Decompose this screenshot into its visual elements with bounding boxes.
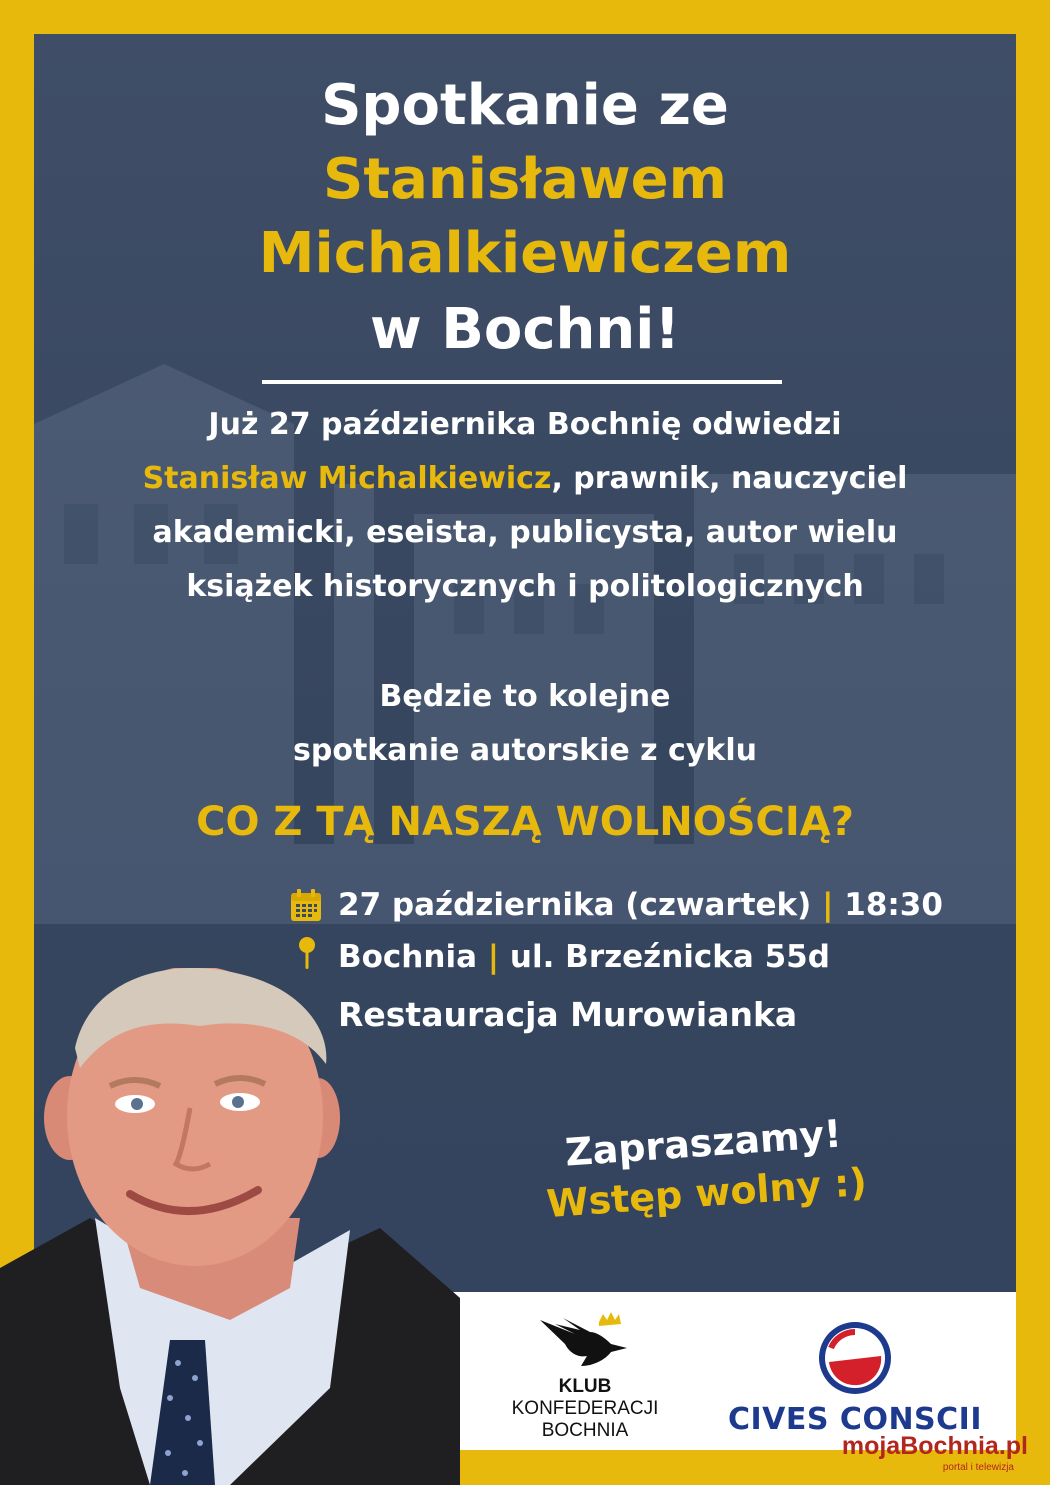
location-pin-icon — [296, 936, 318, 970]
cycle-name: CO Z TĄ NASZĄ WOLNOŚCIĄ? — [196, 799, 854, 845]
konf-line-2: KONFEDERACJI — [511, 1398, 659, 1419]
cives-emblem-icon — [815, 1318, 895, 1398]
watermark-brand: mojaBochnia.pl — [841, 1432, 1028, 1460]
event-date: 27 października (czwartek) — [338, 887, 812, 923]
series-line-1: Będzie to kolejne — [379, 679, 671, 714]
intro-line-1: Już 27 października Bochnię odwiedzi — [208, 407, 842, 442]
title-line-1: Spotkanie ze — [321, 73, 729, 138]
intro-line-3: akademicki, eseista, publicysta, autor wielu — [152, 515, 898, 550]
event-street: ul. Brzeźnicka 55d — [509, 939, 830, 975]
intro-line-2 — [0, 452, 1050, 506]
konf-line-3: BOCHNIA — [541, 1420, 629, 1441]
series-line-2: spotkanie autorskie z cyklu — [293, 733, 757, 768]
invite-line-1: Zapraszamy! — [563, 1111, 843, 1175]
title-divider — [262, 380, 782, 384]
eagle-icon — [535, 1310, 635, 1372]
intro-line-2-rest: , prawnik, nauczyciel — [551, 461, 908, 496]
klub-konfederacji-text — [500, 1376, 670, 1442]
title-line-2: Stanisławem — [323, 147, 727, 212]
event-time: 18:30 — [844, 887, 943, 923]
event-date-time — [338, 880, 943, 930]
calendar-icon — [290, 888, 322, 922]
separator: | — [487, 939, 500, 975]
konf-klub: KLUB — [558, 1376, 612, 1397]
event-city: Bochnia — [338, 939, 477, 975]
title-line-4: w Bochni! — [369, 297, 681, 362]
klub-konfederacji-logo — [500, 1310, 670, 1450]
intro-line-4: książek historycznych i politologicznych — [186, 569, 864, 604]
cives-conscii-logo — [710, 1318, 1000, 1448]
event-venue: Restauracja Murowianka — [338, 995, 798, 1034]
separator: | — [822, 887, 834, 923]
guest-name: Stanisław Michalkiewicz — [142, 461, 552, 496]
watermark-tagline: portal i telewizja — [942, 1462, 1014, 1473]
title-line-3: Michalkiewiczem — [258, 221, 792, 286]
invite-line-2: Wstęp wolny :) — [545, 1159, 869, 1227]
cives-conscii-text: CIVES CONSCII — [727, 1402, 982, 1437]
speaker-portrait — [0, 968, 460, 1485]
